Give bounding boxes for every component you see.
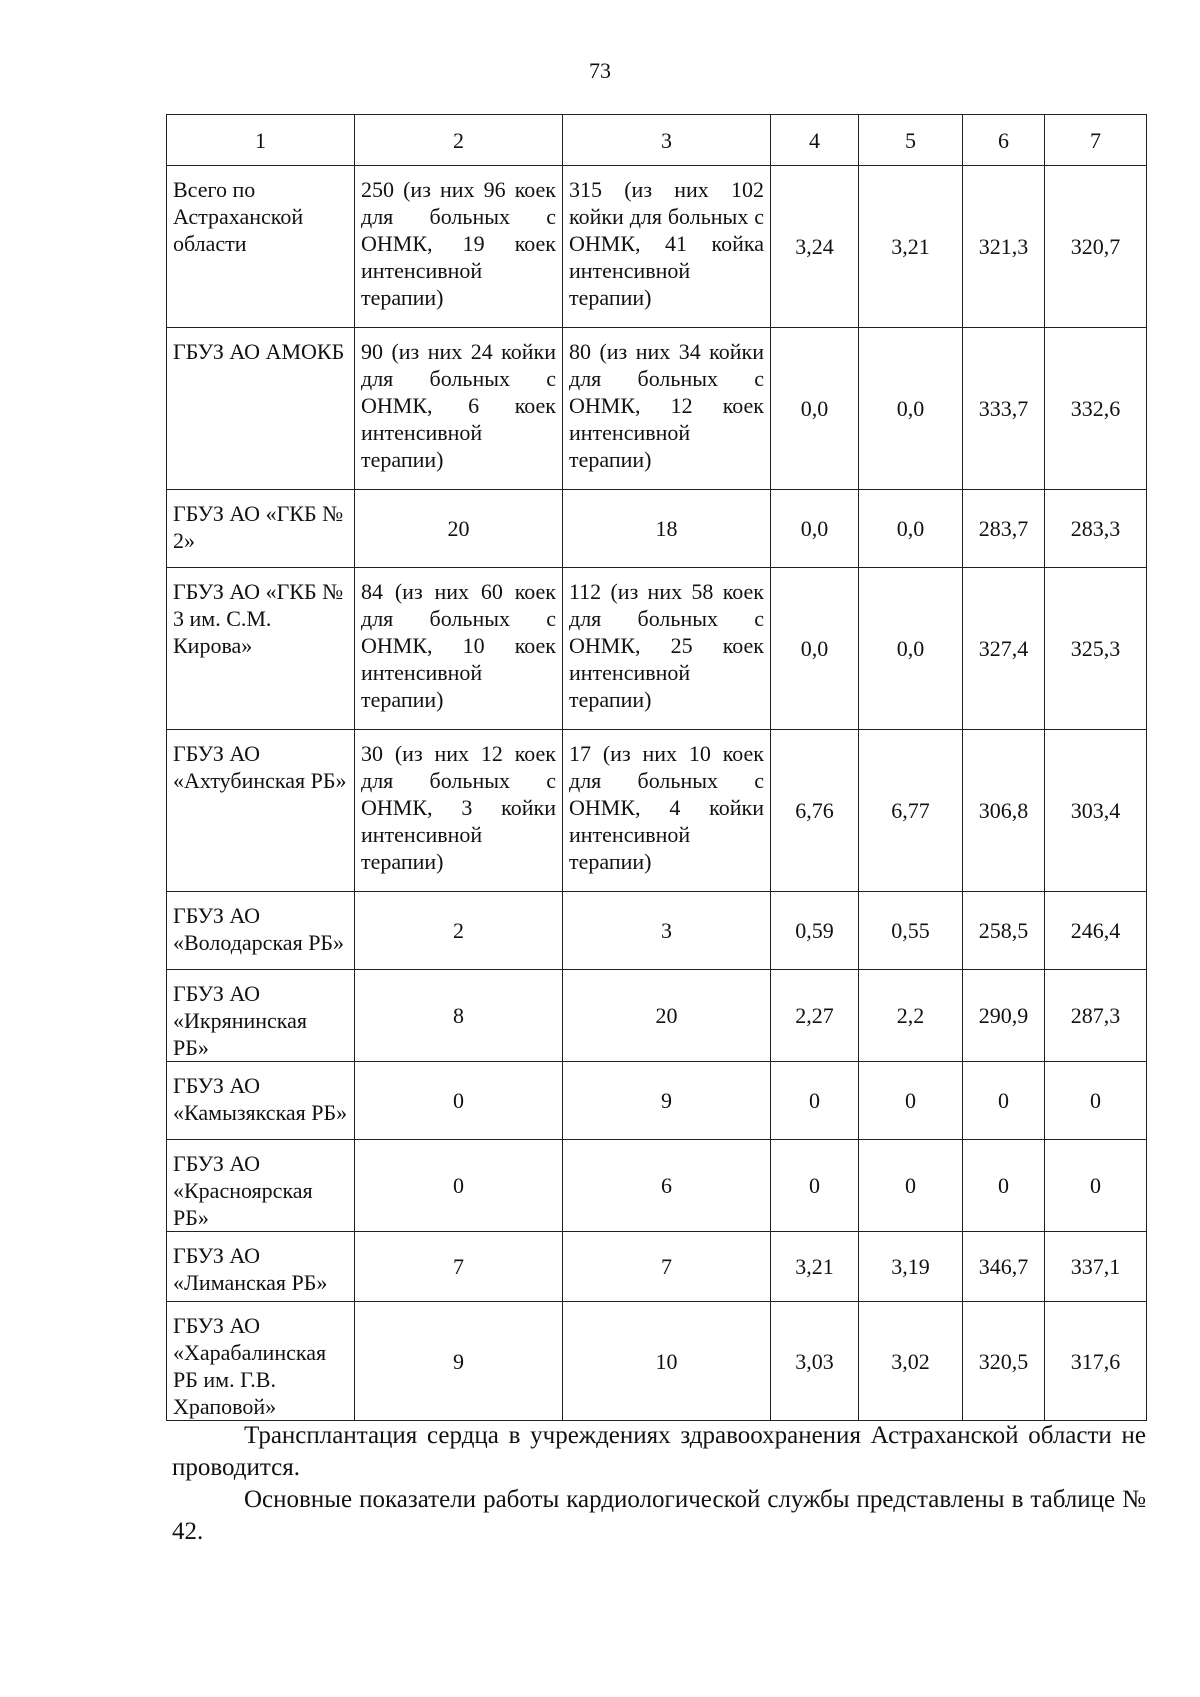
row-name-cell: ГБУЗ АО «Володарская РБ» [167,892,355,970]
value-cell: 258,5 [963,892,1045,970]
paragraph-transplantation [172,1420,1146,1484]
row-name-cell: ГБУЗ АО АМОКБ [167,328,355,490]
beds-2022-cell: 17 (из них 10 коек для больных с ОНМК, 4 койки интенсивной терапии) [563,730,771,892]
beds-2021-cell: 7 [355,1232,563,1302]
beds-2022-cell: 10 [563,1302,771,1421]
value-cell: 0 [963,1140,1045,1232]
value-cell: 327,4 [963,568,1045,730]
value-cell: 6,77 [859,730,963,892]
beds-2022-cell: 80 (из них 34 койки для больных с ОНМК, 12 коек интенсивной терапии) [563,328,771,490]
value-cell: 333,7 [963,328,1045,490]
beds-2021-cell: 0 [355,1062,563,1140]
table-row [167,1302,1147,1421]
beds-2022-cell: 18 [563,490,771,568]
row-name-cell: Всего по Астраханской области [167,166,355,328]
value-cell: 0 [963,1062,1045,1140]
value-cell: 290,9 [963,970,1045,1062]
table-row [167,568,1147,730]
value-cell: 3,24 [771,166,859,328]
value-cell: 0,55 [859,892,963,970]
paragraph-text: Трансплантация сердца в учреждениях здравоохранения Астраханской области не проводится. [172,1422,1146,1481]
beds-2022-cell: 7 [563,1232,771,1302]
header-cell: 4 [771,115,859,166]
beds-2022-cell: 9 [563,1062,771,1140]
value-cell: 320,7 [1045,166,1147,328]
beds-2021-cell: 90 (из них 24 койки для больных с ОНМК, 6 коек интенсивной терапии) [355,328,563,490]
beds-2021-cell: 250 (из них 96 коек для больных с ОНМК, 19 коек интенсивной терапии) [355,166,563,328]
row-name-cell: ГБУЗ АО «Камызякская РБ» [167,1062,355,1140]
header-cell: 3 [563,115,771,166]
paragraph-reference [172,1484,1146,1548]
beds-2022-cell: 3 [563,892,771,970]
value-cell: 246,4 [1045,892,1147,970]
beds-2022-cell: 315 (из них 102 койки для больных с ОНМК, 41 койка интенсивной терапии) [563,166,771,328]
table-row [167,1062,1147,1140]
header-cell: 7 [1045,115,1147,166]
beds-2021-cell: 8 [355,970,563,1062]
beds-2022-cell: 112 (из них 58 коек для больных с ОНМК, 25 коек интенсивной терапии) [563,568,771,730]
beds-2021-cell: 9 [355,1302,563,1421]
value-cell: 0,0 [859,328,963,490]
value-cell: 346,7 [963,1232,1045,1302]
value-cell: 283,7 [963,490,1045,568]
data-table [166,114,1147,1421]
value-cell: 306,8 [963,730,1045,892]
value-cell: 0 [1045,1062,1147,1140]
table-row [167,328,1147,490]
value-cell: 3,21 [859,166,963,328]
value-cell: 320,5 [963,1302,1045,1421]
value-cell: 283,3 [1045,490,1147,568]
row-name-cell: ГБУЗ АО «Ахтубинская РБ» [167,730,355,892]
value-cell: 287,3 [1045,970,1147,1062]
value-cell: 317,6 [1045,1302,1147,1421]
header-cell: 1 [167,115,355,166]
value-cell: 0 [859,1140,963,1232]
value-cell: 3,21 [771,1232,859,1302]
value-cell: 0,0 [771,490,859,568]
value-cell: 0 [859,1062,963,1140]
value-cell: 0,0 [859,490,963,568]
value-cell: 0 [771,1140,859,1232]
value-cell: 337,1 [1045,1232,1147,1302]
value-cell: 2,2 [859,970,963,1062]
row-name-cell: ГБУЗ АО «Харабалинская РБ им. Г.В. Храповой» [167,1302,355,1421]
beds-2021-cell: 84 (из них 60 коек для больных с ОНМК, 10 коек интенсивной терапии) [355,568,563,730]
row-name-cell: ГБУЗ АО «Лиманская РБ» [167,1232,355,1302]
beds-2021-cell: 20 [355,490,563,568]
value-cell: 0,0 [771,328,859,490]
table-header-row [167,115,1147,166]
header-cell: 2 [355,115,563,166]
table-row [167,970,1147,1062]
value-cell: 3,19 [859,1232,963,1302]
header-cell: 5 [859,115,963,166]
value-cell: 0 [771,1062,859,1140]
value-cell: 0,59 [771,892,859,970]
value-cell: 332,6 [1045,328,1147,490]
row-name-cell: ГБУЗ АО «Икрянинская РБ» [167,970,355,1062]
row-name-cell: ГБУЗ АО «ГКБ № 2» [167,490,355,568]
value-cell: 321,3 [963,166,1045,328]
table-row [167,892,1147,970]
header-cell: 6 [963,115,1045,166]
table-row [167,1140,1147,1232]
value-cell: 6,76 [771,730,859,892]
beds-2021-cell: 0 [355,1140,563,1232]
value-cell: 3,02 [859,1302,963,1421]
value-cell: 0,0 [859,568,963,730]
beds-2022-cell: 20 [563,970,771,1062]
table-row [167,490,1147,568]
beds-2021-cell: 2 [355,892,563,970]
table-row [167,166,1147,328]
value-cell: 0 [1045,1140,1147,1232]
beds-2021-cell: 30 (из них 12 коек для больных с ОНМК, 3 койки интенсивной терапии) [355,730,563,892]
beds-2022-cell: 6 [563,1140,771,1232]
value-cell: 325,3 [1045,568,1147,730]
table-row [167,1232,1147,1302]
paragraph-text: Основные показатели работы кардиологической службы представлены в таблице № 42. [172,1486,1146,1545]
value-cell: 3,03 [771,1302,859,1421]
value-cell: 0,0 [771,568,859,730]
row-name-cell: ГБУЗ АО «Красноярская РБ» [167,1140,355,1232]
value-cell: 2,27 [771,970,859,1062]
value-cell: 303,4 [1045,730,1147,892]
table-row [167,730,1147,892]
page-number: 73 [589,58,611,83]
row-name-cell: ГБУЗ АО «ГКБ № 3 им. С.М. Кирова» [167,568,355,730]
